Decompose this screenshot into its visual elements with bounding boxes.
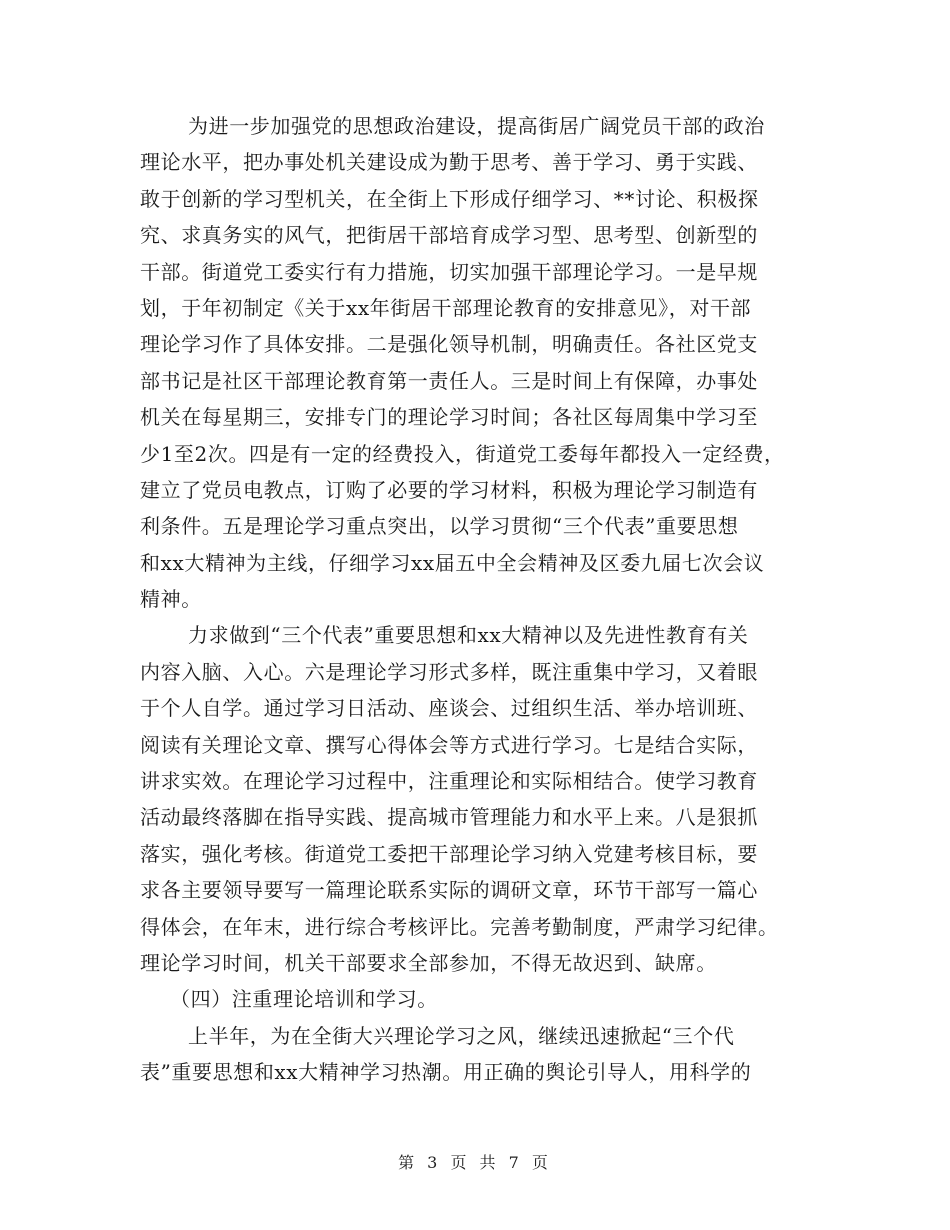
text-line: 少1至2次。四是有一定的经费投入，街道党工委每年都投入一定经费， — [140, 441, 785, 466]
text-line: 划，于年初制定《关于xx年街居干部理论教育的安排意见》，对干部 — [140, 295, 752, 320]
text-line: 机关在每星期三，安排专门的理论学习时间；各社区每周集中学习至 — [140, 405, 758, 430]
text-line: 建立了党员电教点，订购了必要的学习材料，积极为理论学习制造有 — [140, 477, 758, 502]
text-line: 表”重要思想和xx大精神学习热潮。用正确的舆论引导人，用科学的 — [140, 1060, 752, 1085]
text-line: 上半年，为在全街大兴理论学习之风，继续迅速掀起“三个代 — [188, 1023, 735, 1048]
text-line: 讲求实效。在理论学习过程中，注重理论和实际相结合。使学习教育 — [140, 769, 758, 794]
text-line: 和xx大精神为主线，仔细学习xx届五中全会精神及区委九届七次会议 — [140, 550, 765, 575]
text-line: 干部。街道党工委实行有力措施，切实加强干部理论学习。一是早规 — [140, 259, 758, 284]
text-line: 内容入脑、入心。六是理论学习形式多样，既注重集中学习，又着眼 — [140, 659, 758, 684]
text-line: 于个人自学。通过学习日活动、座谈会、过组织生活、举办培训班、 — [140, 696, 758, 721]
page-number-footer: 第 3 页 共 7 页 — [398, 1153, 552, 1172]
text-line: 阅读有关理论文章、撰写心得体会等方式进行学习。七是结合实际， — [140, 732, 758, 757]
text-line: 为进一步加强党的思想政治建设，提高街居广阔党员干部的政治 — [188, 114, 765, 138]
text-line: 敢于创新的学习型机关，在全街上下形成仔细学习、**讨论、积极探 — [140, 186, 759, 211]
text-line: 部书记是社区干部理论教育第一责任人。三是时间上有保障，办事处 — [140, 368, 758, 393]
text-line: 理论学习时间，机关干部要求全部参加，不得无故迟到、缺席。 — [140, 950, 717, 975]
text-line: 利条件。五是理论学习重点突出，以学习贯彻“三个代表”重要思想 — [140, 514, 739, 539]
text-line: 究、求真务实的风气，把街居干部培育成学习型、思考型、创新型的 — [140, 223, 758, 248]
text-line: 活动最终落脚在指导实践、提高城市管理能力和水平上来。八是狠抓 — [140, 805, 758, 830]
text-line: 得体会，在年末，进行综合考核评比。完善考勤制度，严肃学习纪律。 — [140, 914, 779, 939]
text-line: 求各主要领导要写一篇理论联系实际的调研文章，环节干部写一篇心 — [140, 878, 758, 903]
text-line: 理论学习作了具体安排。二是强化领导机制，明确责任。各社区党支 — [140, 332, 758, 357]
text-line: 力求做到“三个代表”重要思想和xx大精神以及先进性教育有关 — [188, 623, 749, 648]
text-line: 理论水平，把办事处机关建设成为勤于思考、善于学习、勇于实践、 — [140, 150, 758, 175]
document-body — [140, 108, 830, 1091]
text-line: 落实，强化考核。街道党工委把干部理论学习纳入党建考核目标，要 — [140, 841, 758, 866]
text-line: （四）注重理论培训和学习。 — [170, 987, 438, 1012]
text-line: 精神。 — [140, 587, 202, 612]
